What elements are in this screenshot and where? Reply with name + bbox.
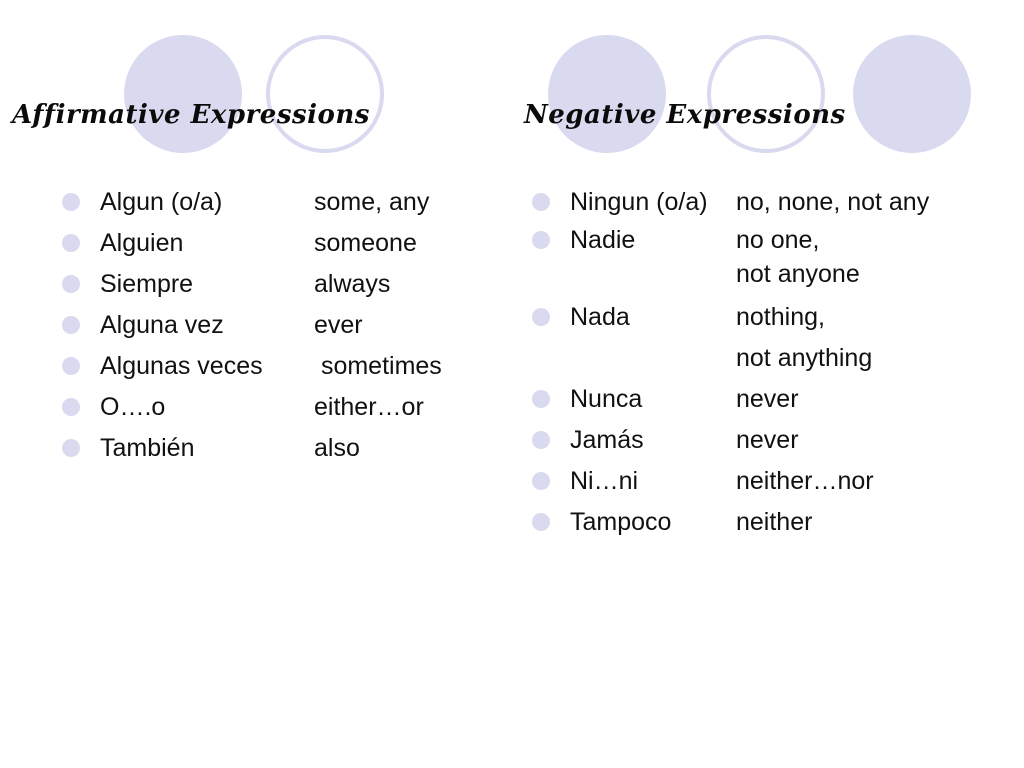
meaning-text: nothing, — [736, 303, 825, 331]
bullet-icon — [62, 316, 80, 334]
list-item — [62, 428, 442, 469]
list-item — [532, 461, 929, 502]
list-item — [62, 223, 442, 264]
list-item-continuation — [532, 338, 929, 379]
list-item-continuation — [532, 257, 929, 291]
list-item — [62, 387, 442, 428]
term-text: Alguien — [100, 229, 184, 257]
bullet-icon — [532, 431, 550, 449]
list-item — [62, 305, 442, 346]
meaning-text: neither — [736, 508, 813, 536]
bullet-icon — [532, 308, 550, 326]
list-item — [62, 264, 442, 305]
term-text: Ni…ni — [570, 467, 639, 495]
term-text: O….o — [100, 393, 166, 421]
term-text: Ningun (o/a) — [570, 188, 708, 216]
meaning-text: either…or — [314, 393, 424, 421]
bullet-icon — [532, 513, 550, 531]
term-text: También — [100, 434, 195, 462]
meaning-text: not anyone — [736, 260, 860, 288]
list-item — [532, 502, 929, 543]
list-item — [62, 346, 442, 387]
meaning-text: also — [314, 434, 360, 462]
bullet-icon — [62, 357, 80, 375]
bullet-icon — [532, 193, 550, 211]
decorative-circle — [124, 35, 242, 153]
decorative-circle-outline — [707, 35, 825, 153]
list-item — [532, 420, 929, 461]
bullet-icon — [62, 398, 80, 416]
term-text: Nada — [570, 303, 630, 331]
term-text: Tampoco — [570, 508, 672, 536]
bullet-icon — [62, 193, 80, 211]
term-text: Nunca — [570, 385, 643, 413]
term-text: Nadie — [570, 226, 636, 254]
decorative-circle — [548, 35, 666, 153]
negative-list — [532, 182, 929, 543]
meaning-text: never — [736, 426, 799, 454]
term-text: Algunas veces — [100, 352, 263, 380]
list-item — [532, 182, 929, 223]
meaning-text: neither…nor — [736, 467, 874, 495]
affirmative-heading: Affirmative Expressions — [12, 100, 370, 130]
meaning-text: some, any — [314, 188, 430, 216]
bullet-icon — [532, 390, 550, 408]
meaning-text: someone — [314, 229, 417, 257]
decorative-circle-outline — [266, 35, 384, 153]
meaning-text: sometimes — [314, 352, 442, 380]
bullet-icon — [62, 275, 80, 293]
term-text: Siempre — [100, 270, 194, 298]
affirmative-list — [62, 182, 442, 469]
decorative-circle — [853, 35, 971, 153]
meaning-text: no, none, not any — [736, 188, 930, 216]
negative-heading: Negative Expressions — [524, 100, 846, 130]
meaning-text: never — [736, 385, 799, 413]
list-item — [62, 182, 442, 223]
term-text: Alguna vez — [100, 311, 224, 339]
term-text: Algun (o/a) — [100, 188, 223, 216]
list-item — [532, 379, 929, 420]
list-item — [532, 223, 929, 257]
meaning-text: always — [314, 270, 391, 298]
bullet-icon — [62, 439, 80, 457]
list-item — [532, 297, 929, 338]
meaning-text: ever — [314, 311, 363, 339]
meaning-text: not anything — [736, 344, 873, 372]
meaning-text: no one, — [736, 226, 820, 254]
term-text: Jamás — [570, 426, 644, 454]
bullet-icon — [532, 472, 550, 490]
bullet-icon — [62, 234, 80, 252]
bullet-icon — [532, 231, 550, 249]
